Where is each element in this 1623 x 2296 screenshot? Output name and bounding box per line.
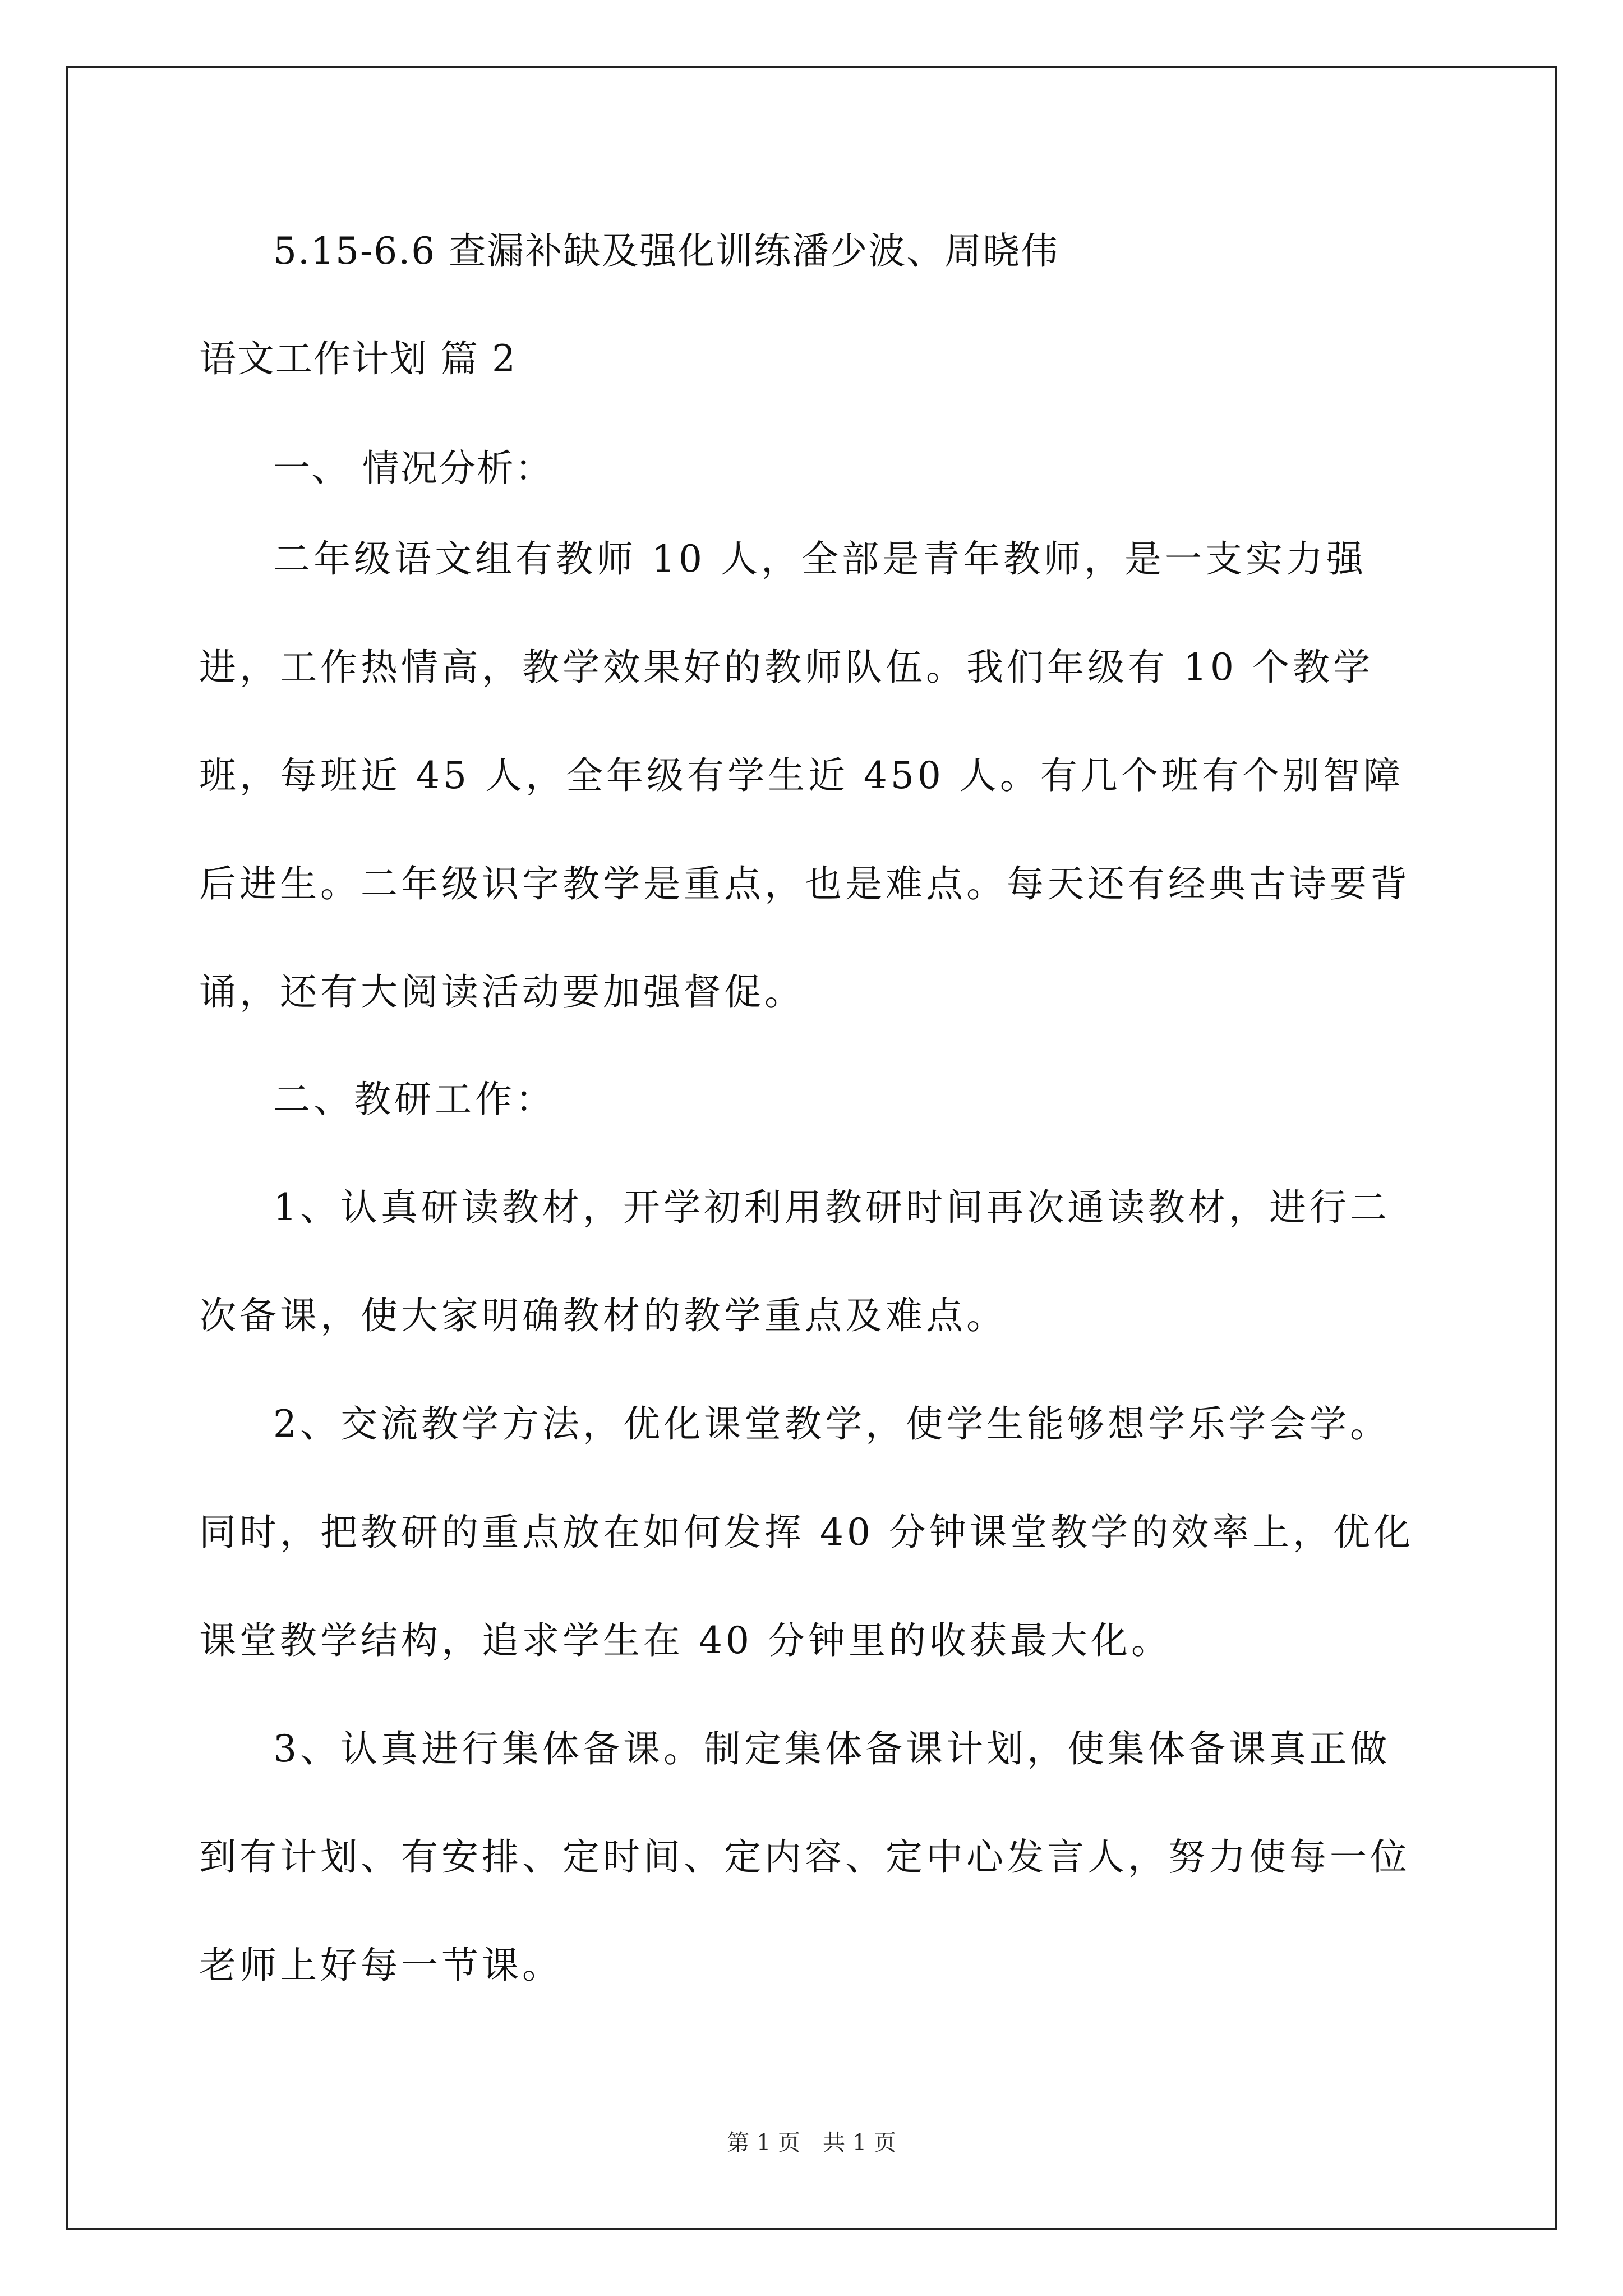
paragraph-item-2: 2、交流教学方法，优化课堂教学，使学生能够想学乐学会学。同时，把教研的重点放在如何发挥 40 分钟课堂教学的效率上，优化课堂教学结构，追求学生在 40 分钟里的收获最大化。 — [199, 1402, 1414, 1662]
section-title: 语文工作计划 篇 2 — [199, 337, 517, 380]
schedule-line: 5.15-6.6 查漏补缺及强化训练潘少波、周晓伟 — [273, 229, 1059, 273]
heading-teaching-research: 二、教研工作： — [273, 1078, 556, 1121]
page-footer: 第 1 页 共 1 页 — [727, 2130, 896, 2156]
paragraph-situation: 二年级语文组有教师 10 人，全部是青年教师，是一支实力强进，工作热情高，教学效果好的教师队伍。我们年级有 10 个教学班，每班近 45 人，全年级有学生近 450 人。有几个班有个别智障后进生。二年级识字教学是重点，也是难点。每天还有经典古诗要背诵，还有大阅读活动要加强督促。 — [199, 537, 1410, 1014]
paragraph-item-3: 3、认真进行集体备课。制定集体备课计划，使集体备课真正做到有计划、有安排、定时间、定内容、定中心发言人，努力使每一位老师上好每一节课。 — [199, 1727, 1410, 1987]
paragraph-item-1: 1、认真研读教材，开学初利用教研时间再次通读教材，进行二次备课，使大家明确教材的教学重点及难点。 — [199, 1186, 1390, 1337]
heading-situation-analysis: 一、 情况分析： — [273, 447, 553, 490]
